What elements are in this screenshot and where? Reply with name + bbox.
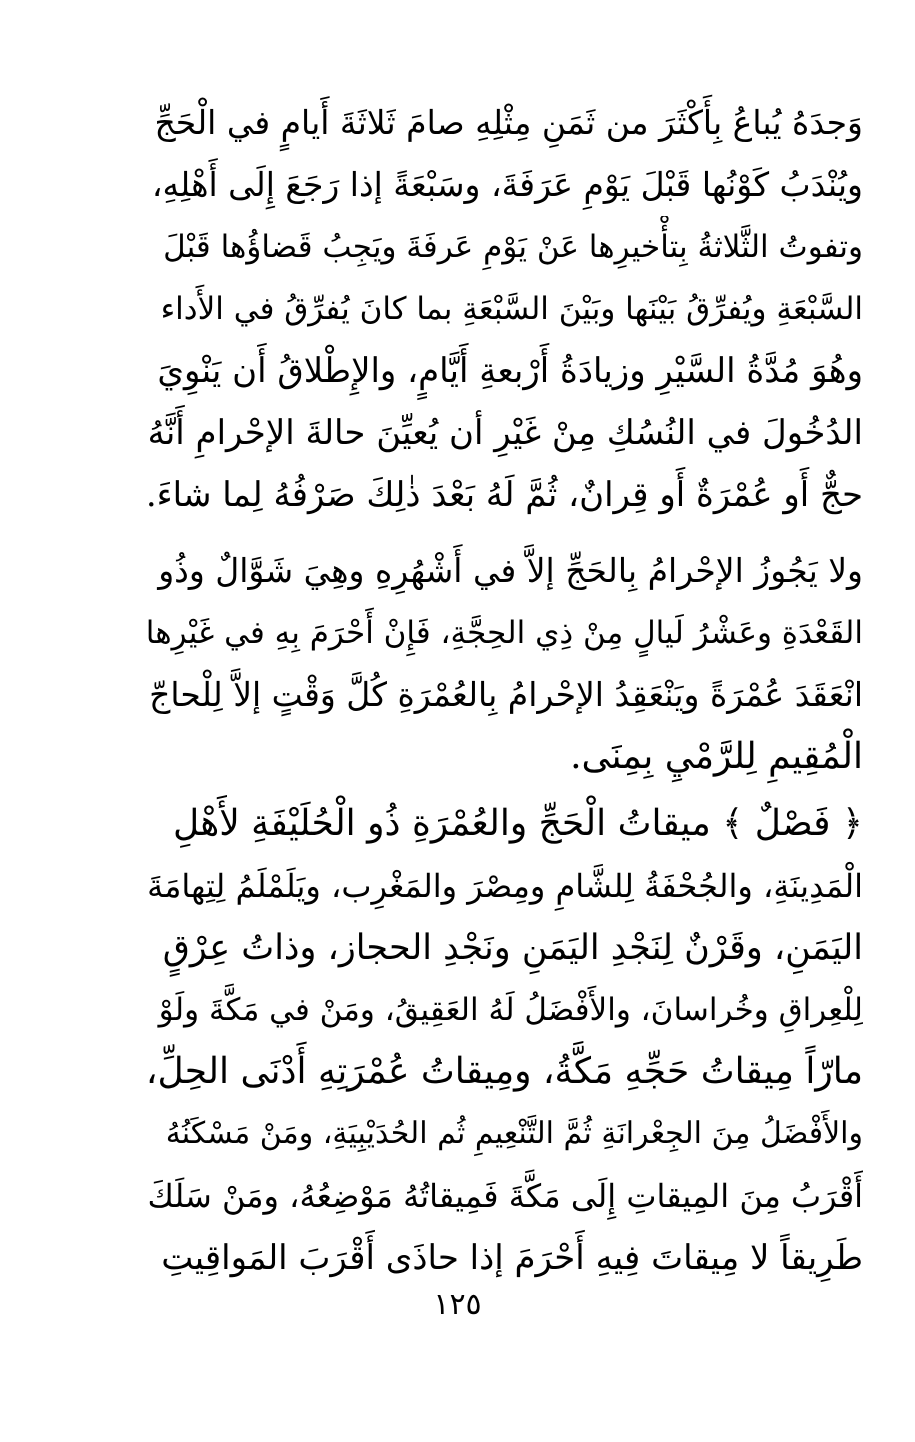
- text-line: السَّبْعَةِ ويُفرِّقُ بَيْنَها وبَيْنَ السَّبْعَةِ بما كانَ يُفرِّقُ في الأَداء: [160, 291, 863, 327]
- text-line: وتفوتُ الثَّلاثةُ بِتأْخيرِها عَنْ يَوْمِ عَرفَةَ ويَجِبُ قَضاؤُها قَبْلَ: [163, 229, 863, 265]
- text-line: الْمَدِينَةِ، والجُحْفَةُ لِلشَّامِ ومِصْرَ والمَغْرِب، ويَلَمْلَمُ لِتِهامَةَ: [147, 867, 863, 905]
- text-line: أَقْرَبُ مِنَ المِيقاتِ إِلَى مَكَّةَ فَمِيقاتُهُ مَوْضِعُهُ، ومَنْ سَلَكَ: [147, 1177, 863, 1215]
- text-line: حجٌّ أَو عُمْرَةٌ أَو قِرانٌ، ثُمَّ لَهُ بَعْدَ ذٰلِكَ صَرْفُهُ لِما شاءَ.: [145, 475, 863, 515]
- text-line: وَجدَهُ يُباعُ بِأَكْثَرَ من ثَمَنِ مِثْلِهِ صامَ ثَلاثَةَ أَيامٍ في الْحَجِّ: [154, 103, 863, 142]
- text-line: مارّاً مِيقاتُ حَجِّهِ مَكَّةُ، ومِيقاتُ عُمْرَتِهِ أَدْنَى الحِلِّ،: [145, 1051, 863, 1092]
- text-line: طَرِيقاً لا مِيقاتَ فِيهِ أَحْرَمَ إذا حاذَى أَقْرَبَ المَواقِيتِ: [161, 1238, 863, 1278]
- text-line: ولا يَجُوزُ الإحْرامُ بِالحَجِّ إلاَّ في أَشْهُرِهِ وهِيَ شَوَّالٌ وذُو: [158, 551, 863, 590]
- text-line: اليَمَنِ، وقَرْنٌ لِنَجْدِ اليَمَنِ ونَجْدِ الحجاز، وذاتُ عِرْقٍ: [162, 928, 863, 968]
- text-line: ﴿ فَصْلٌ ﴾ ميقاتُ الْحَجِّ والعُمْرَةِ ذُو الْحُلَيْفَةِ لأَهْلِ: [172, 803, 863, 844]
- paragraph-1: [145, 92, 863, 526]
- text-line: الدُخُولَ في النُسُكِ مِنْ غَيْرِ أن يُعيِّنَ حالةَ الإحْرامِ أَنَّهُ: [147, 413, 863, 453]
- text-line: الْمُقِيمِ لِلرَّمْيِ بِمِنَى.: [570, 736, 863, 777]
- text-line: القَعْدَةِ وعَشْرُ لَيالٍ مِنْ ذِي الحِجَّةِ، فَإِنْ أَحْرَمَ بِهِ في غَيْرِها: [145, 615, 863, 651]
- text-line: لِلْعِراقِ وخُراسانَ، والأَفْضَلُ لَهُ العَقِيقُ، ومَنْ في مَكَّةَ ولَوْ: [158, 992, 863, 1028]
- paragraph-2: [145, 540, 863, 788]
- text-line: وهُوَ مُدَّةُ السَّيْرِ وزيادَةُ أَرْبعةِ أَيَّامٍ، والإِطْلاقُ أَن يَنْوِيَ: [157, 351, 863, 391]
- text-line: انْعَقَدَ عُمْرَةً ويَنْعَقِدُ الإحْرامُ بِالعُمْرَةِ كُلَّ وَقْتٍ إلاَّ لِلْحاجّ: [149, 675, 863, 714]
- paragraph-3: [145, 793, 863, 1289]
- text-line: والأَفْضَلُ مِنَ الجِعْرانَةِ ثُمَّ التَّنْعِيمِ ثُم الحُدَيْبِيَةِ، ومَنْ مَسْكَنُهُ: [165, 1116, 863, 1151]
- text-line: ويُنْدَبُ كَوْنُها قَبْلَ يَوْمِ عَرَفَةَ، وسَبْعَةً إذا رَجَعَ إِلَى أَهْلِهِ،: [151, 165, 863, 204]
- page-number: ١٢٥: [433, 1287, 482, 1322]
